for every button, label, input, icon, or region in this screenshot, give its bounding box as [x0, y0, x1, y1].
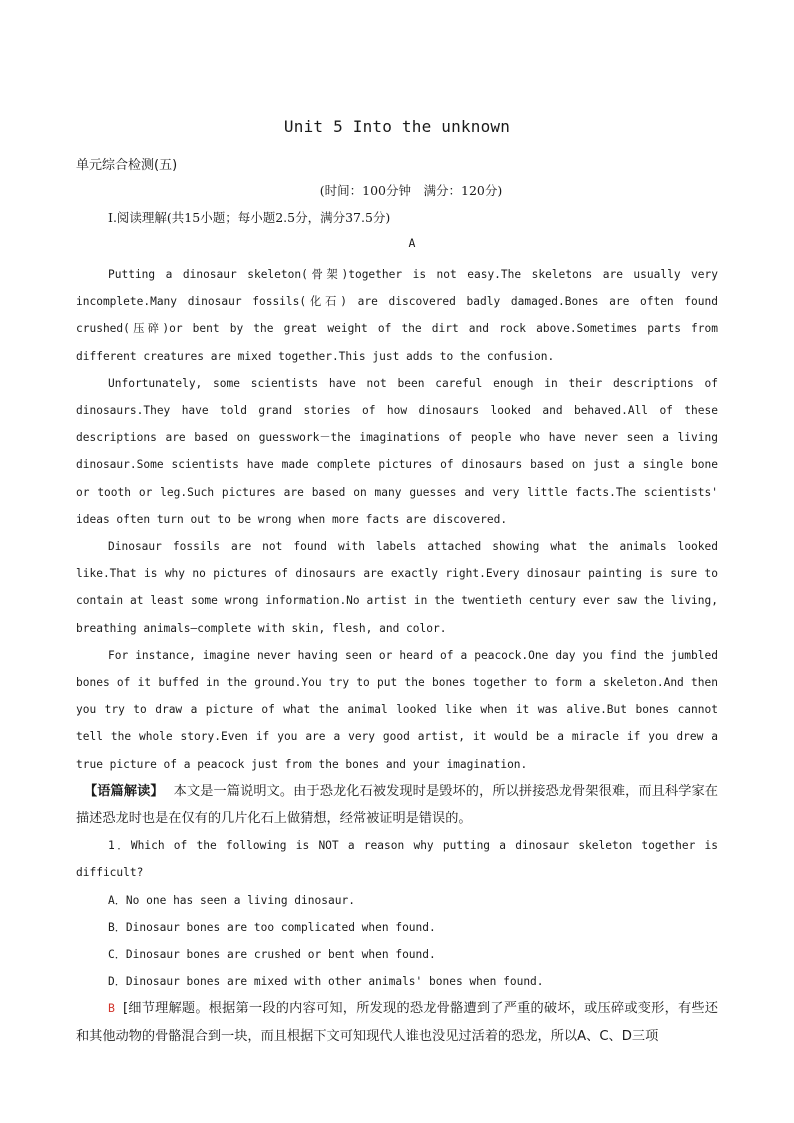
answer-explanation	[76, 995, 718, 1049]
passage-body	[76, 261, 718, 1050]
passage-paragraph-2: Unfortunately, some scientists have not been careful enough in their descriptions of dinosaurs.They have told grand stories of how dinosaurs looked and behaved.All of these descriptions are based on guesswork－the imaginations of people who have never seen a living dinosaur.Some scientists have made complete pictures of dinosaurs based on just a single bone or tooth or leg.Such pictures are based on many guesses and very little facts.The scientists' ideas often turn out to be wrong when more facts are discovered.	[76, 376, 718, 526]
analysis-text: 本文是一篇说明文。由于恐龙化石被发现时是毁坏的，所以拼接恐龙骨架很难，而且科学家在描述恐龙时也是在仅有的几片化石上做猜想，经常被证明是错误的。	[76, 783, 718, 827]
answer-text: [细节理解题。根据第一段的内容可知，所发现的恐龙骨骼遭到了严重的破坏，或压碎或变形，有些还和其他动物的骨骼混合到一块，而且根据下文可知现代人谁也没见过活着的恐龙，所以A、C、D三项	[76, 1001, 718, 1044]
option-d: D．Dinosaur bones are mixed with other animals' bones when found.	[108, 975, 544, 989]
page-title: Unit 5 Into the unknown	[283, 117, 511, 136]
option-c: C．Dinosaur bones are crushed or bent when found.	[108, 948, 436, 962]
passage-paragraph-4: For instance, imagine never having seen or heard of a peacock.One day you find the jumbled bones of it buffed in the ground.You try to put the bones together to form a skeleton.And then you try to draw a picture of what the animal looked like when it was alive.But bones cannot tell the whole story.Even if you are a very good artist, it would be a miracle if you drew a true picture of a peacock just from the bones and your imagination.	[76, 648, 718, 771]
passage-paragraph-3: Dinosaur fossils are not found with labels attached showing what the animals looked like.That is why no pictures of dinosaurs are exactly right.Every dinosaur painting is sure to contain at least some wrong information.No artist in the twentieth century ever saw the living, breathing animals—complete with skin, flesh, and color.	[76, 540, 718, 635]
passage-paragraph-1: Putting a dinosaur skeleton(骨架)together is not easy.The skeletons are usually very incomplete.Many dinosaur fossils(化石) are discovered badly damaged.Bones are often found crushed(压碎)or bent by the great weight of the dirt and rock above.Sometimes parts from different creatures are mixed together.This just adds to the confusion.	[76, 268, 718, 363]
passage-label: A	[408, 236, 416, 250]
analysis-tag: 【语篇解读】	[84, 783, 164, 799]
test-subheading: 单元综合检测(五)	[76, 158, 178, 173]
question-stem: 1．Which of the following is NOT a reason why putting a dinosaur skeleton together is difficult?	[76, 839, 718, 880]
section-heading: Ⅰ.阅读理解(共15小题；每小题2.5分，满分37.5分)	[108, 210, 391, 225]
option-b: B．Dinosaur bones are too complicated when found.	[108, 920, 436, 934]
time-score-info: (时间：100分钟 满分：120分)	[319, 183, 503, 198]
option-a: A．No one has seen a living dinosaur.	[108, 893, 355, 907]
answer-letter: B	[108, 1001, 115, 1016]
passage-analysis	[76, 778, 718, 832]
